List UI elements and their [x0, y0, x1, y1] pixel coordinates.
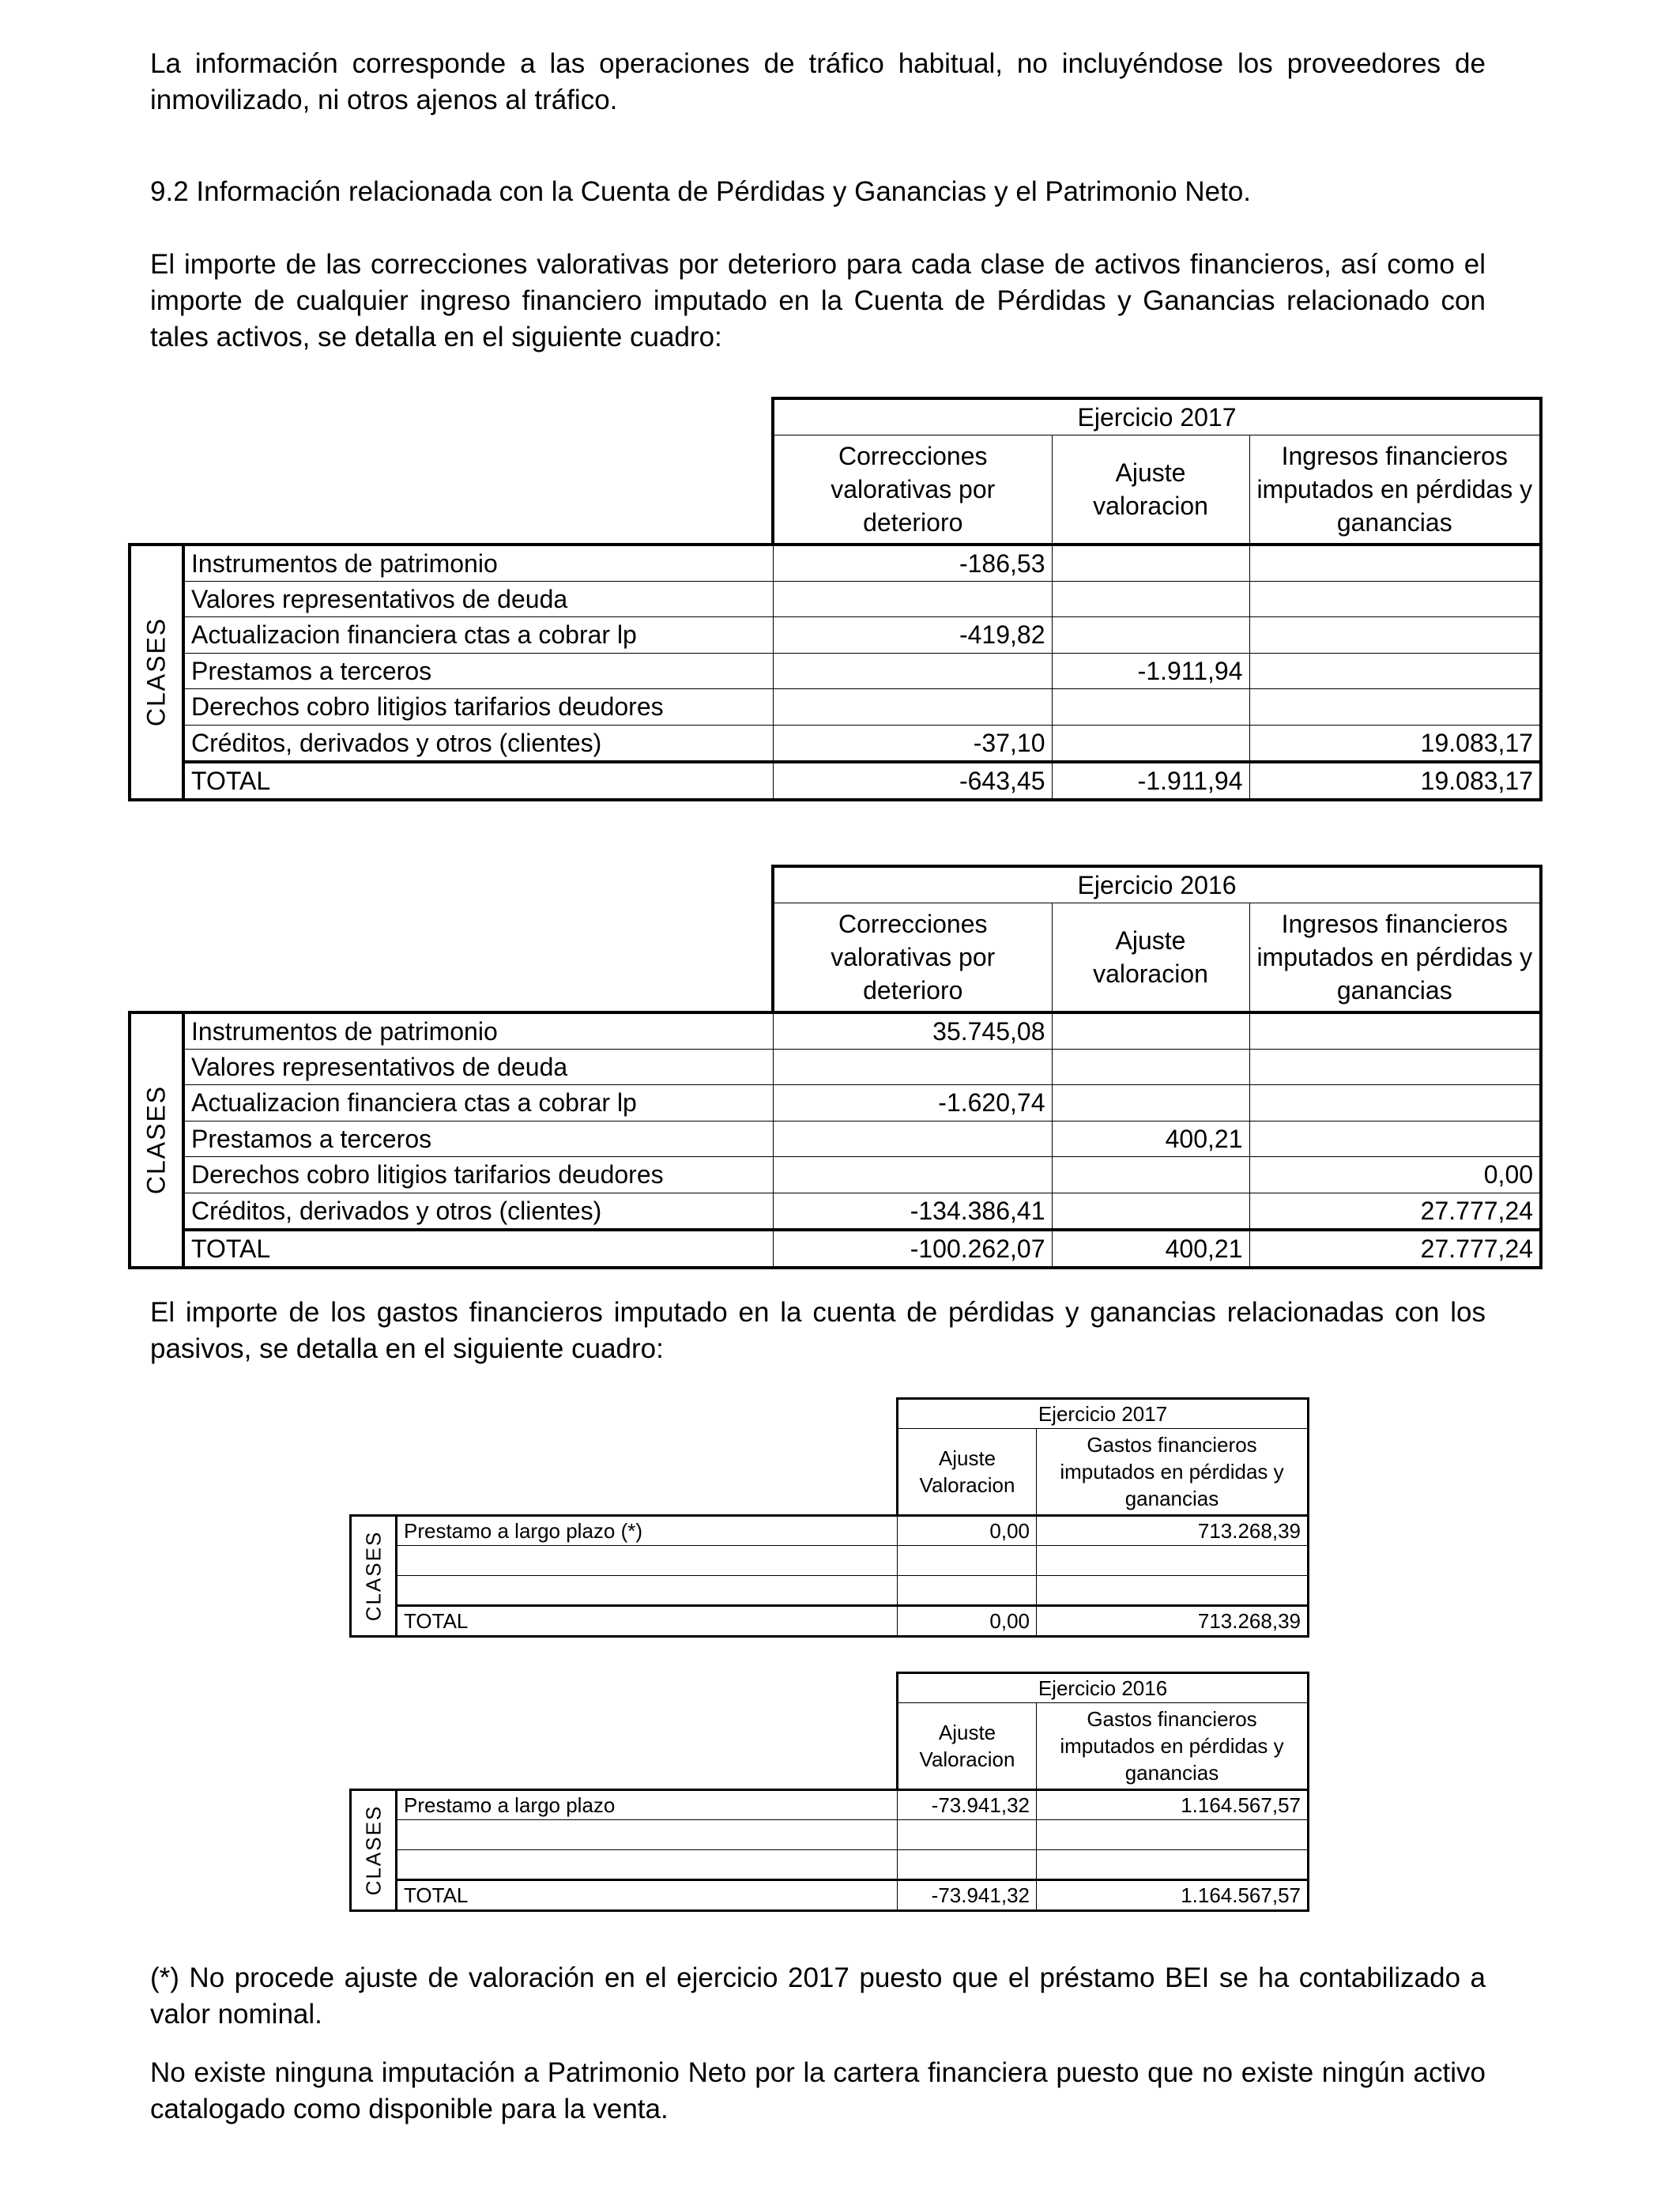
- table-row: Valores representativos de deuda: [130, 581, 1541, 617]
- table-row: [351, 1576, 1309, 1606]
- liabilities-intro-paragraph: El importe de los gastos financieros imputado en la cuenta de pérdidas y ganancias relacionadas con los pasivos, se detalla en el siguiente cuadro:: [150, 1297, 1486, 1364]
- section-heading: 9.2 Información relacionada con la Cuenta de Pérdidas y Ganancias y el Patrimonio Neto.: [150, 176, 1252, 207]
- year-header: Ejercicio 2016: [898, 1673, 1309, 1703]
- table-row: Derechos cobro litigios tarifarios deudores 0,00: [130, 1157, 1541, 1193]
- table-row: Prestamos a terceros 400,21: [130, 1121, 1541, 1157]
- table-row: Créditos, derivados y otros (clientes) -37,10 19.083,17: [130, 725, 1541, 762]
- col-header-ingresos: Ingresos financieros imputados en pérdidas y ganancias: [1249, 903, 1541, 1012]
- col-header-ajuste: Ajuste Valoracion: [898, 1703, 1037, 1790]
- table-row: Prestamos a terceros -1.911,94: [130, 653, 1541, 689]
- col-header-ingresos: Ingresos financieros imputados en pérdidas y ganancias: [1249, 435, 1541, 545]
- table-row: CLASES Instrumentos de patrimonio -186,53: [130, 545, 1541, 582]
- clases-side-label: CLASES: [351, 1516, 397, 1637]
- table-row: [351, 1820, 1309, 1850]
- clases-side-label: CLASES: [130, 545, 183, 800]
- col-header-ajuste: Ajuste Valoracion: [898, 1429, 1037, 1516]
- table-row: CLASES Prestamo a largo plazo (*) 0,00 713.268,39: [351, 1516, 1309, 1546]
- liabilities-2017-table: [349, 1397, 1309, 1638]
- col-header-ajuste: Ajuste valoracion: [1052, 903, 1249, 1012]
- col-header-correcciones: Correcciones valorativas por deterioro: [773, 903, 1052, 1012]
- col-header-correcciones: Correcciones valorativas por deterioro: [773, 435, 1052, 545]
- total-row: TOTAL -100.262,07 400,21 27.777,24: [130, 1230, 1541, 1268]
- table-row: CLASES Instrumentos de patrimonio 35.745,08: [130, 1012, 1541, 1050]
- table-row: Actualizacion financiera ctas a cobrar lp -1.620,74: [130, 1085, 1541, 1122]
- clases-side-label: CLASES: [130, 1012, 183, 1268]
- total-row: TOTAL 0,00 713.268,39: [351, 1606, 1309, 1637]
- assets-intro-paragraph: El importe de las correcciones valorativas por deterioro para cada clase de activos financieros, así como el importe de cualquier ingreso financiero imputado en la Cuenta de Pérdidas y Ganancias relacionado con tales activos, se detalla en el siguiente cuadro:: [150, 249, 1486, 352]
- table-row: CLASES Prestamo a largo plazo -73.941,32 1.164.567,57: [351, 1790, 1309, 1820]
- year-header: Ejercicio 2017: [898, 1399, 1309, 1429]
- year-header: Ejercicio 2017: [773, 398, 1541, 435]
- intro-paragraph: La información corresponde a las operaciones de tráfico habitual, no incluyéndose los proveedores de inmovilizado, ni otros ajenos al tráfico.: [150, 48, 1486, 115]
- clases-side-label: CLASES: [351, 1790, 397, 1911]
- table-row: [351, 1850, 1309, 1880]
- table-row: Créditos, derivados y otros (clientes) -134.386,41 27.777,24: [130, 1193, 1541, 1230]
- table-row: Actualizacion financiera ctas a cobrar lp -419,82: [130, 617, 1541, 654]
- col-header-gastos: Gastos financieros imputados en pérdidas y ganancias: [1037, 1703, 1309, 1790]
- assets-2017-table: [128, 397, 1543, 801]
- year-header: Ejercicio 2016: [773, 866, 1541, 903]
- closing-paragraph: No existe ninguna imputación a Patrimonio Neto por la cartera financiera puesto que no existe ningún activo catalogado como disponible para la venta.: [150, 2057, 1486, 2124]
- col-header-gastos: Gastos financieros imputados en pérdidas y ganancias: [1037, 1429, 1309, 1516]
- assets-2016-table: [128, 865, 1543, 1269]
- liabilities-2016-table: [349, 1672, 1309, 1912]
- total-row: TOTAL -73.941,32 1.164.567,57: [351, 1880, 1309, 1911]
- total-row: TOTAL -643,45 -1.911,94 19.083,17: [130, 762, 1541, 800]
- table-row: Valores representativos de deuda: [130, 1049, 1541, 1085]
- col-header-ajuste: Ajuste valoracion: [1052, 435, 1249, 545]
- table-row: [351, 1546, 1309, 1576]
- footnote-paragraph: (*) No procede ajuste de valoración en el ejercicio 2017 puesto que el préstamo BEI se ha contabilizado a valor nominal.: [150, 1962, 1486, 2030]
- table-row: Derechos cobro litigios tarifarios deudores: [130, 689, 1541, 726]
